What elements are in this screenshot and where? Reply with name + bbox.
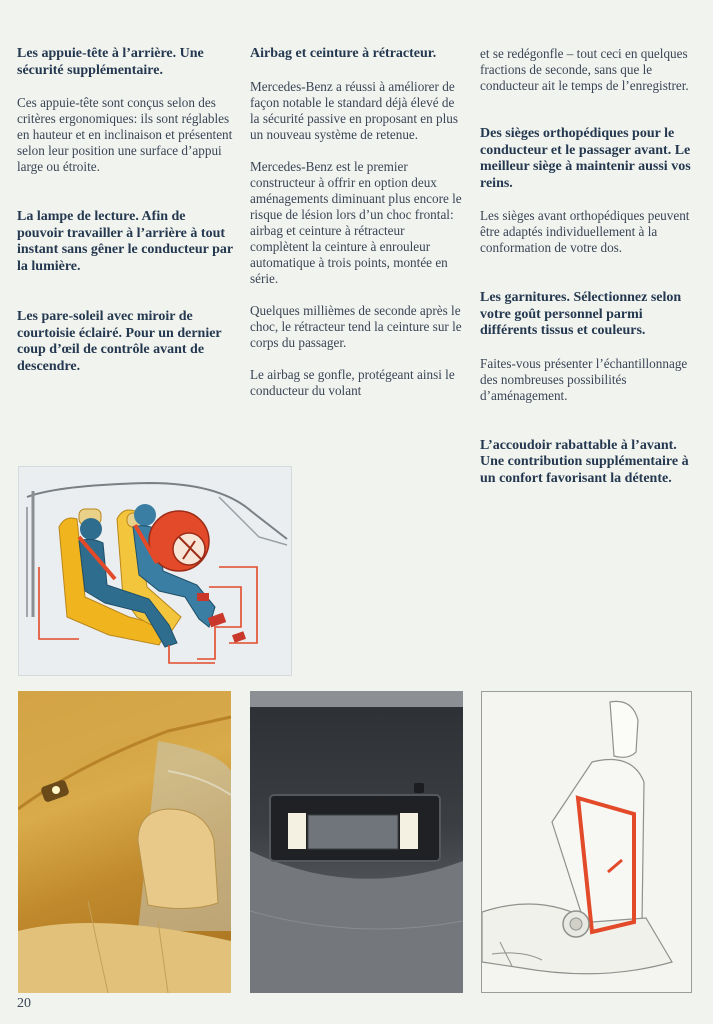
page-number: 20 — [17, 996, 31, 1011]
upholstery-body: Faites-vous présenter l’échantillonnage des nombreuses possibilités d’aménagement. — [480, 355, 688, 403]
orthopedic-seat-drawing — [481, 691, 692, 993]
upholstery-heading: Les garnitures. Sélectionnez selon votre goût personnel parmi différents tissus et couleurs. — [480, 290, 682, 338]
sun-visor-image — [250, 691, 463, 993]
rear-headrest-body: Ces appuie-tête sont conçus selon des critères ergonomiques: ils sont réglables en hauteur et en inclinaison et présentent selon leur position une surface d’appui large ou étroite. — [17, 95, 233, 174]
airbag-paragraph-4: Le airbag se gonfle, protégeant ainsi le conducteur du volant — [250, 366, 455, 398]
airbag-paragraph-1: Mercedes-Benz a réussi à améliorer de façon notable le standard déjà élevé de la sécurité passive en proposant en plus un nouveau système de retenue. — [250, 78, 459, 142]
airbag-paragraph-3: Quelques millièmes de seconde après le choc, le rétracteur tend la ceinture sur le corps du passager. — [250, 302, 462, 350]
armrest-heading: L’accoudoir rabattable à l’avant. Une contribution supplémentaire à un confort favorisant la détente. — [480, 437, 689, 486]
column-left — [17, 46, 233, 375]
airbag-seatbelt-illustration — [18, 466, 292, 676]
column-middle — [250, 46, 464, 399]
orthopedic-seats-body: Les sièges avant orthopédiques peuvent être adaptés individuellement à la conformation de votre dos. — [480, 208, 690, 255]
sun-visor-heading: Les pare-soleil avec miroir de courtoisie éclairé. Pour un dernier coup d’œil de contrôle avant de descendre. — [17, 309, 222, 374]
airbag-paragraph-continued: et se redégonfle – tout ceci en quelques fractions de seconde, sans que le conducteur ait le temps de l’enregistrer. — [480, 46, 689, 93]
seat-lumbar-support-image — [482, 692, 691, 992]
column-right — [480, 46, 694, 487]
rear-interior-image — [18, 691, 231, 993]
sun-visor-photo — [250, 691, 463, 993]
reading-lamp-heading: La lampe de lecture. Afin de pouvoir travailler à l’arrière à tout instant sans gêner le conducteur par la lumière. — [17, 209, 233, 274]
airbag-heading: Airbag et ceinture à rétracteur. — [250, 46, 437, 61]
airbag-paragraph-2: Mercedes-Benz est le premier constructeur à offrir en option deux aménagements diminuant plus encore le risque de lésion lors d’un choc frontal: airbag et ceinture à rétracteur complètent la ceinture à enrouleur automatique à trois points, montée en série. — [250, 158, 462, 286]
reading-lamp-photo — [18, 691, 231, 993]
rear-headrest-heading: Les appuie-tête à l’arrière. Une sécurité supplémentaire. — [17, 46, 204, 78]
car-cutaway-drawing — [19, 467, 291, 675]
orthopedic-seats-heading: Des sièges orthopédiques pour le conducteur et le passager avant. Le meilleur siège à maintenir aussi vos reins. — [480, 126, 691, 191]
